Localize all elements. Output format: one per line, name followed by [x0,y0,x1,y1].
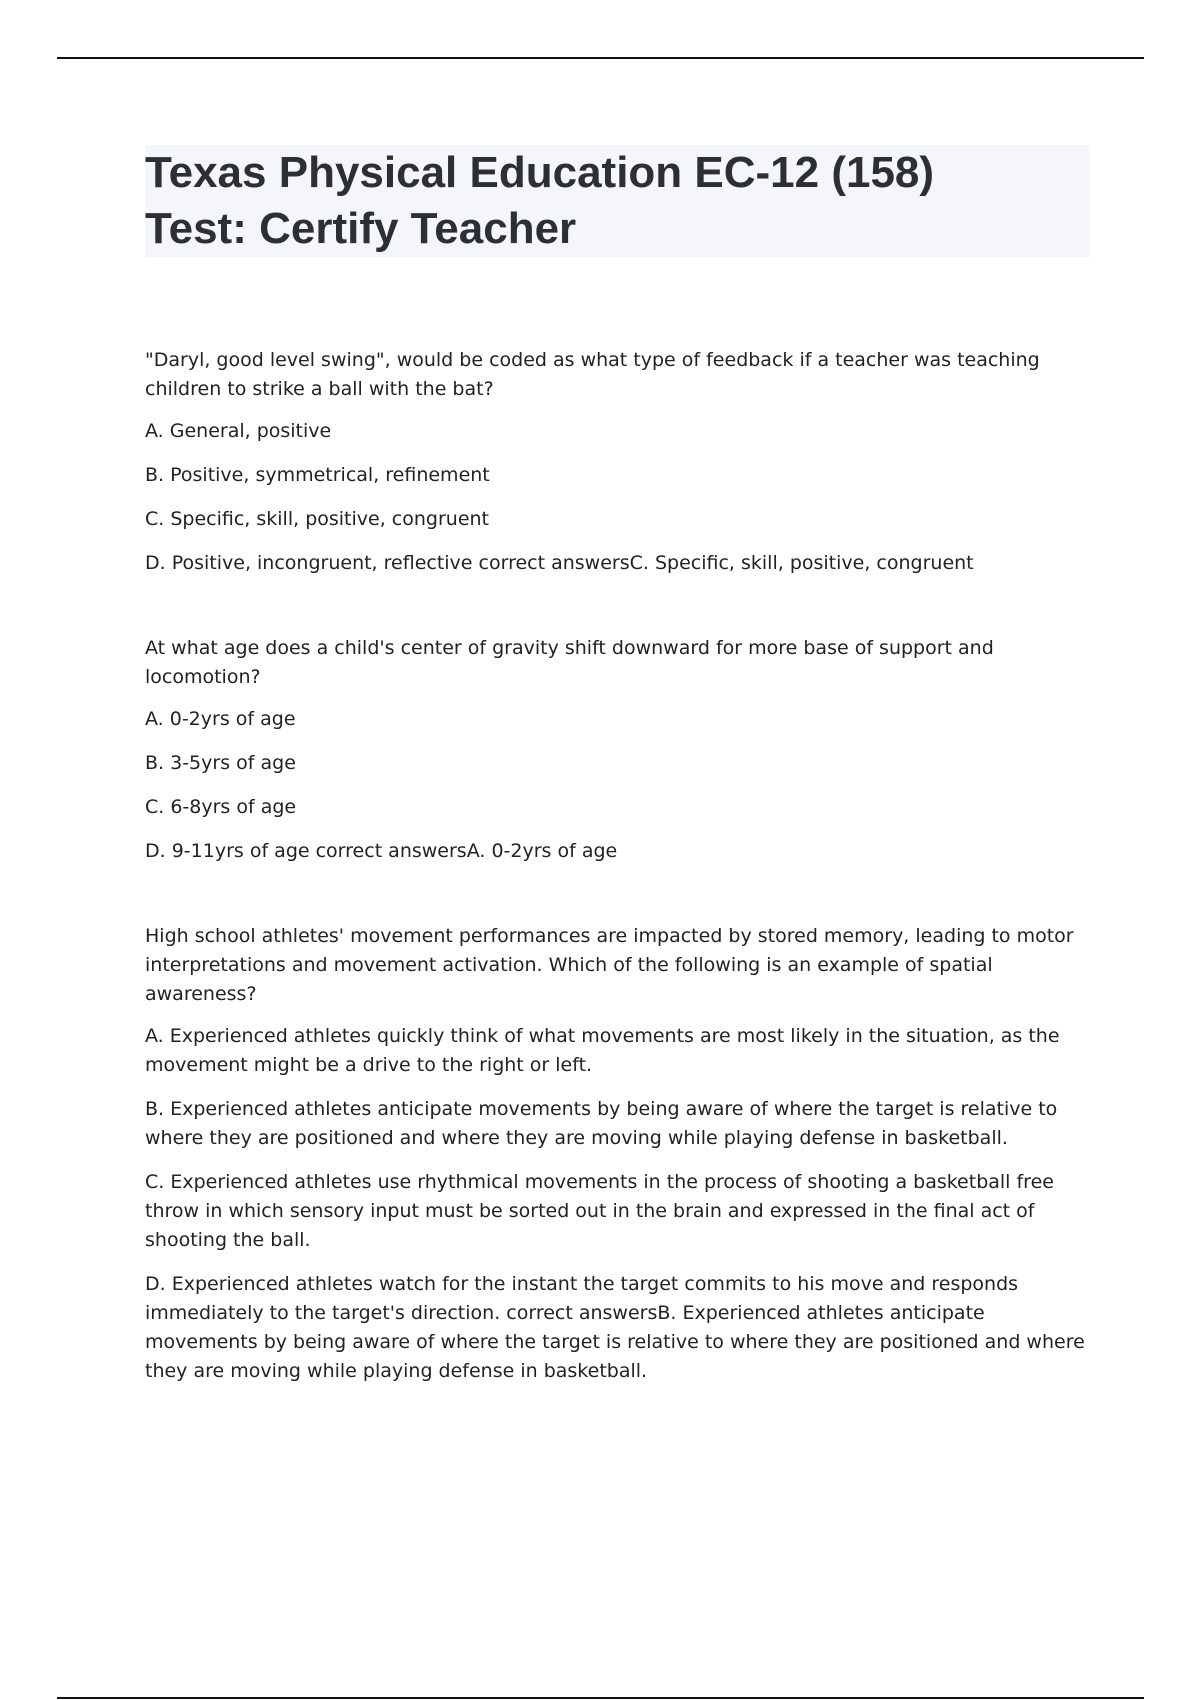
question-3-text: High school athletes' movement performances are impacted by stored memory, leading to motor interpretations and movement activation. Which of the following is an example of spatial awareness? [145,925,1074,1005]
question-2 [145,634,1090,866]
document-title [145,145,1090,257]
question-2-option-c: C. 6-8yrs of age [145,796,297,818]
title-banner [145,145,1090,257]
question-2-option-d-answer: D. 9-11yrs of age correct answersA. 0-2yrs of age [145,840,618,862]
question-1-option-b: B. Positive, symmetrical, refinement [145,464,490,486]
question-1-text: "Daryl, good level swing", would be coded as what type of feedback if a teacher was teaching children to strike a ball with the bat? [145,349,1040,400]
question-1 [145,346,1090,578]
document-title-line-2: Test: Certify Teacher [145,204,577,253]
document-title-line-1: Texas Physical Education EC-12 (158) [145,148,935,197]
top-divider [57,57,1144,59]
question-2-option-a: A. 0-2yrs of age [145,708,296,730]
question-1-option-d-answer: D. Positive, incongruent, reflective correct answersC. Specific, skill, positive, congruent [145,552,974,574]
question-3-option-a: A. Experienced athletes quickly think of what movements are most likely in the situation, as the movement might be a drive to the right or left. [145,1025,1060,1076]
bottom-divider [57,1697,1144,1699]
question-2-text: At what age does a child's center of gravity shift downward for more base of support and locomotion? [145,637,994,688]
question-2-option-b: B. 3-5yrs of age [145,752,296,774]
question-list [145,346,1090,1442]
question-1-option-c: C. Specific, skill, positive, congruent [145,508,490,530]
question-3 [145,922,1090,1386]
question-1-option-a: A. General, positive [145,420,332,442]
question-3-option-c: C. Experienced athletes use rhythmical movements in the process of shooting a basketball free throw in which sensory input must be sorted out in the brain and expressed in the final act of shooting the ball. [145,1171,1054,1251]
question-3-option-d-answer: D. Experienced athletes watch for the instant the target commits to his move and responds immediately to the target's direction. correct answersB. Experienced athletes anticipate movements by being aware of where the target is relative to where they are positioned and where they are moving while playing defense in basketball. [145,1273,1085,1382]
question-3-option-b: B. Experienced athletes anticipate movements by being aware of where the target is relative to where they are positioned and where they are moving while playing defense in basketball. [145,1098,1058,1149]
